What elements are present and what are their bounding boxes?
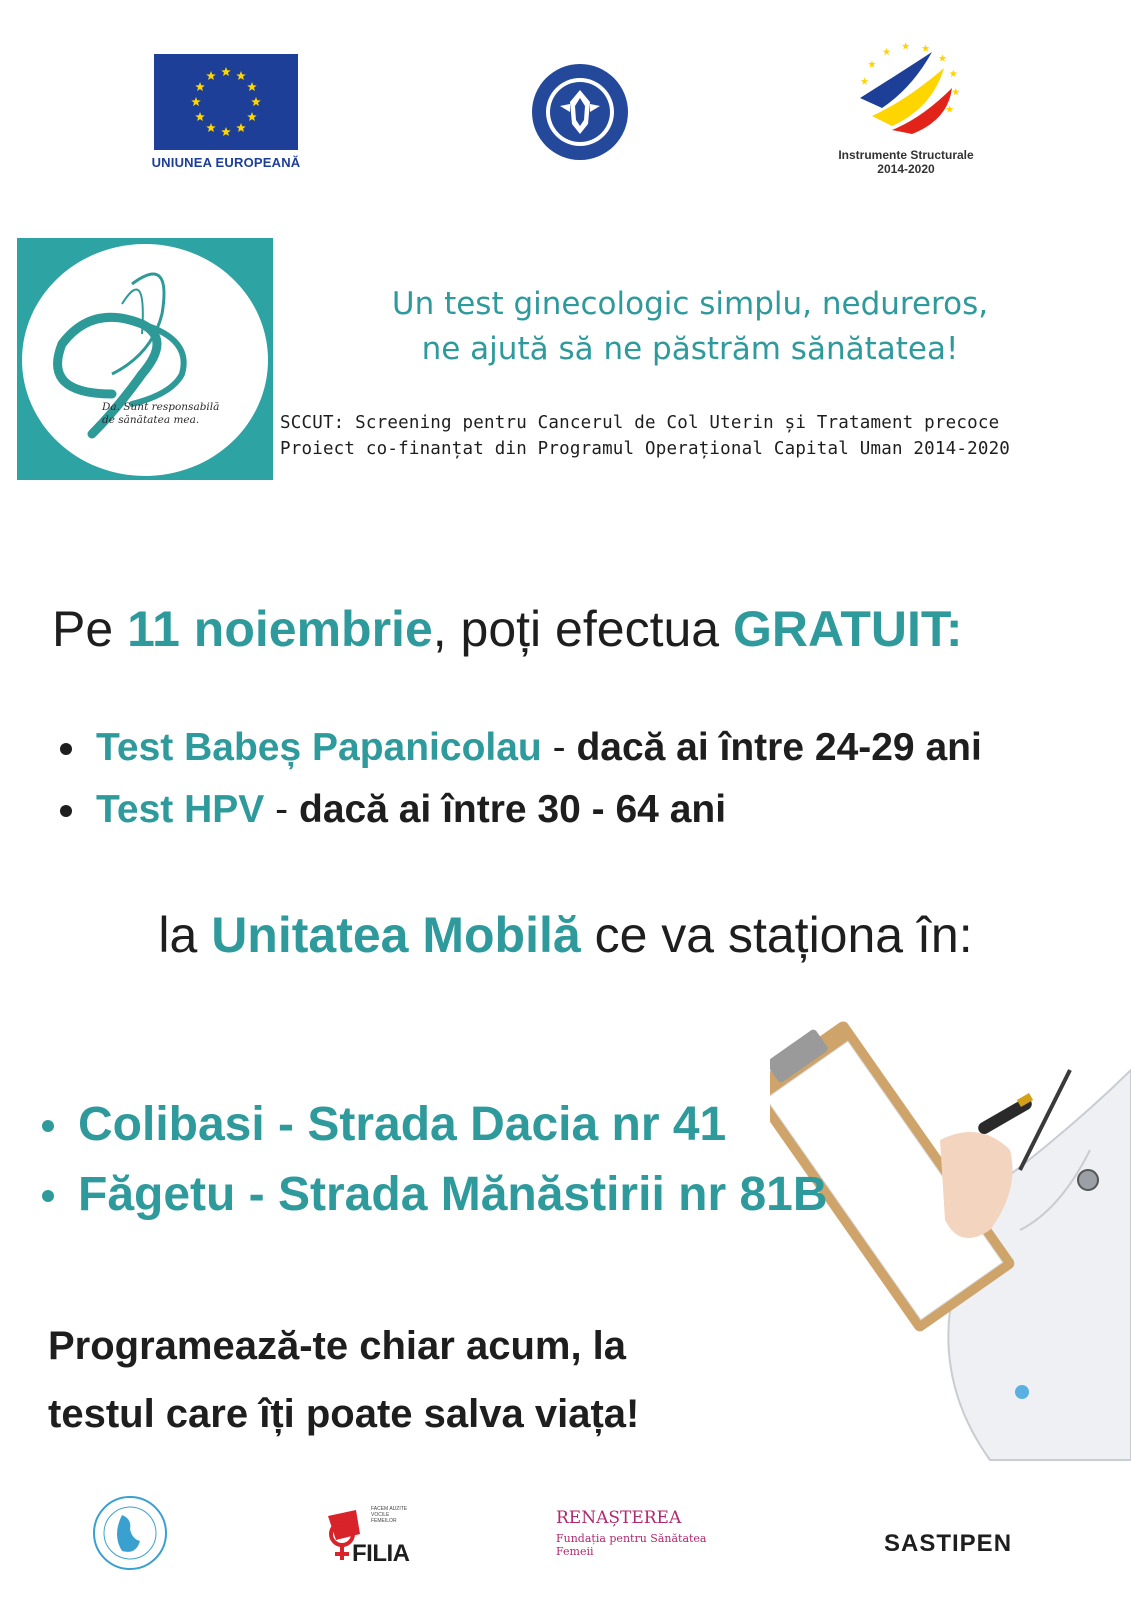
tagline-line1: Un test ginecologic simplu, nedureros, [391,286,989,322]
test-condition: dacă ai între 24-29 ani [576,726,982,769]
unit-suffix: ce va staționa în: [580,907,973,963]
eu-label: UNIUNEA EUROPEANĂ [151,155,301,170]
star-icon [247,82,257,91]
cta-line2: testul care îți poate salva viața! [48,1392,640,1436]
romanian-government-seal-logo [530,62,630,162]
structural-instruments-years: 2014-2020 [877,162,935,176]
list-item [40,1090,900,1160]
structural-instruments-title: Instrumente Structurale [838,148,974,162]
eu-stars-icon [154,54,298,150]
womens-health-society-logo [92,1495,168,1571]
star-icon [949,70,957,77]
bullet-icon [60,743,72,755]
list-item [58,717,1118,779]
test-separator: - [264,788,299,831]
location-text: Făgetu - Strada Mănăstirii nr 81B [78,1168,828,1221]
sastipen-logo: SASTIPEN [884,1530,1013,1557]
renasterea-logo [556,1508,726,1558]
bullet-icon [42,1190,54,1202]
location-text: Colibasi - Strada Dacia nr 41 [78,1098,727,1151]
star-icon [206,123,216,132]
star-icon [922,44,930,51]
filia-tagline: FACEM AUZITE VOCILE FEMEILOR [371,1506,408,1524]
star-icon [236,123,246,132]
star-icon [206,71,216,80]
test-separator: - [541,726,577,769]
eu-flag-logo [154,54,298,150]
cta-line1: Programează-te chiar acum, la [48,1324,627,1368]
star-icon [939,54,947,61]
star-icon [195,82,205,91]
headline-prefix: Pe [52,601,128,657]
locations-list [40,1090,900,1230]
campaign-slogan [102,401,242,427]
test-name: Test Babeș Papanicolau [96,726,542,769]
campaign-slogan-line1: Da. Sunt responsabilă [102,401,220,413]
star-icon [221,127,231,136]
headline [52,600,1112,658]
project-info [280,410,1120,462]
structural-instruments-label [820,148,992,176]
star-icon [247,112,257,121]
headline-free: GRATUIT: [732,601,963,657]
test-name: Test HPV [96,788,265,831]
renasterea-name: RENAȘTEREA [556,1508,682,1528]
call-to-action [48,1312,828,1448]
test-condition: dacă ai între 30 - 64 ani [299,788,727,831]
unit-name: Unitatea Mobilă [211,907,581,963]
list-item [58,779,1118,841]
star-icon [868,60,876,67]
filia-name: FILIA [352,1540,410,1567]
bullet-icon [60,805,72,817]
project-title: SCCUT: Screening pentru Cancerul de Col Uterin și Tratament precoce [280,413,1000,433]
tagline [320,282,1060,372]
star-icon [221,67,231,76]
headline-middle: , poți efectua [432,601,733,657]
star-icon [236,71,246,80]
renasterea-subtitle: Fundația pentru Sănătatea Femeii [556,1532,707,1558]
structural-instruments-logo [852,38,962,138]
bullet-icon [42,1120,54,1132]
star-icon [191,97,201,106]
star-icon [251,97,261,106]
star-icon [195,112,205,121]
tagline-line2: ne ajută să ne păstrăm sănătatea! [421,331,959,367]
star-icon [946,105,954,112]
mobile-unit-line [0,906,1131,964]
star-icon [883,48,891,55]
campaign-slogan-line2: de sănătatea mea. [102,414,200,426]
star-icon [952,88,960,95]
tests-list [58,717,1118,841]
list-item [40,1160,900,1230]
project-funding: Proiect co-finanțat din Programul Operațional Capital Uman 2014-2020 [280,439,1011,459]
star-icon [861,77,869,84]
campaign-ribbon-logo [22,244,268,476]
headline-date: 11 noiembrie [127,601,433,657]
star-icon [902,42,910,49]
unit-prefix: la [158,907,212,963]
